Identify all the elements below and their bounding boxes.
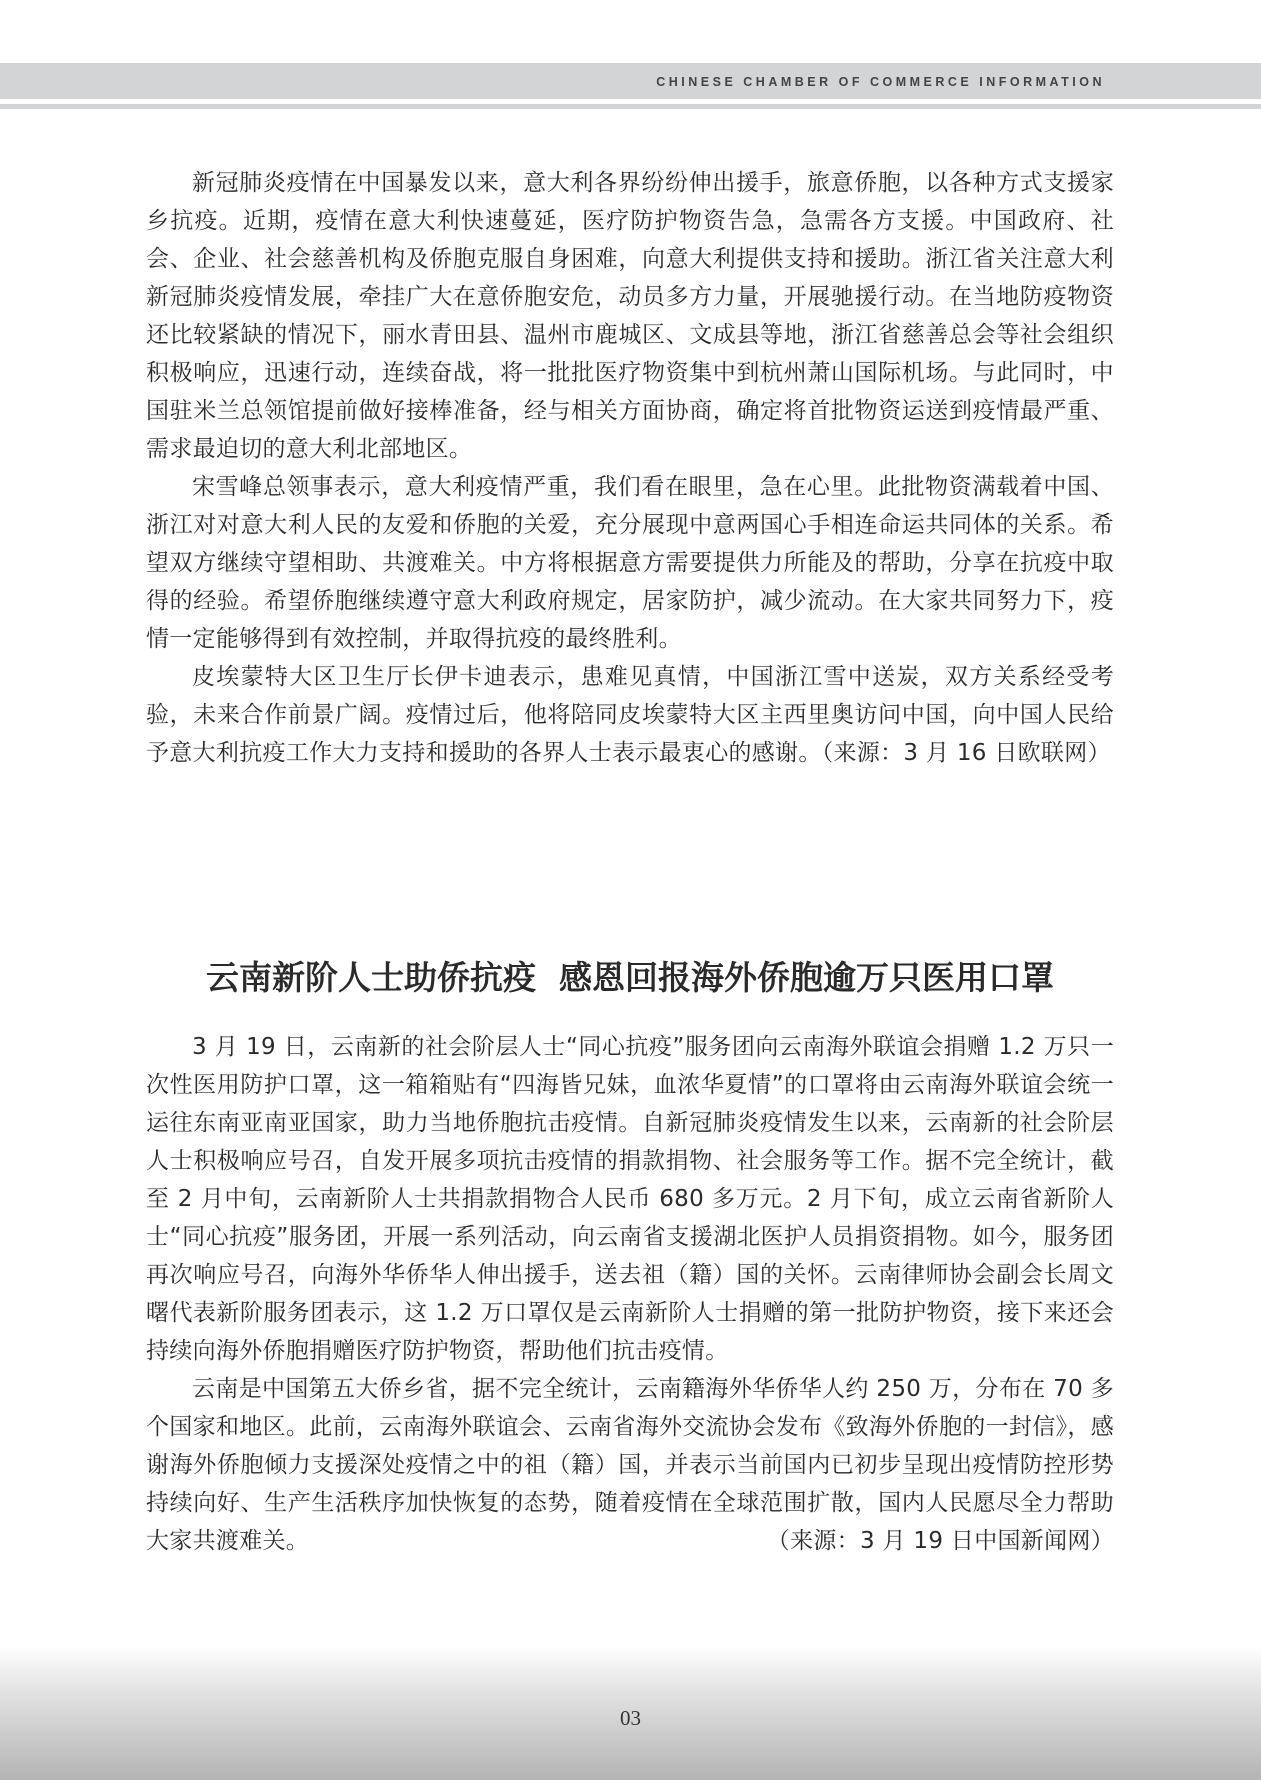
article-1-body — [146, 164, 1114, 772]
article-2-body — [146, 1028, 1114, 1560]
article-1-paragraph-3-text: 皮埃蒙特大区卫生厅长伊卡迪表示，患难见真情，中国浙江雪中送炭，双方关系经受考验，未来合作前景广阔。疫情过后，他将陪同皮埃蒙特大区主西里奥访问中国，向中国人民给予意大利抗疫工作大力支持和援助的各界人士表示最衷心的感谢。 — [146, 664, 1114, 766]
article-2-paragraph-2 — [146, 1370, 1114, 1560]
article-1-paragraph-2: 宋雪峰总领事表示，意大利疫情严重，我们看在眼里，急在心里。此批物资满载着中国、浙江对对意大利人民的友爱和侨胞的关爱，充分展现中意两国心手相连命运共同体的关系。希望双方继续守望相助、共渡难关。中方将根据意方需要提供力所能及的帮助，分享在抗疫中取得的经验。希望侨胞继续遵守意大利政府规定，居家防护，减少流动。在大家共同努力下，疫情一定能够得到有效控制，并取得抗疫的最终胜利。 — [146, 474, 1114, 652]
article-2-paragraph-1: 3 月 19 日，云南新的社会阶层人士“同心抗疫”服务团向云南海外联谊会捐赠 1.2 万只一次性医用防护口罩，这一箱箱贴有“四海皆兄妹，血浓华夏情”的口罩将由云南海外联谊会统一运往东南亚南亚国家，助力当地侨胞抗击疫情。自新冠肺炎疫情发生以来，云南新的社会阶层人士积极响应号召，自发开展多项抗击疫情的捐款捐物、社会服务等工作。据不完全统计，截至 2 月中旬，云南新阶人士共捐款捐物合人民币 680 多万元。2 月下旬，成立云南省新阶人士“同心抗疫”服务团，开展一系列活动，向云南省支援湖北医护人员捐资捐物。如今，服务团再次响应号召，向海外华侨华人伸出援手，送去祖（籍）国的关怀。云南律师协会副会长周文曙代表新阶服务团表示，这 1.2 万口罩仅是云南新阶人士捐赠的第一批防护物资，接下来还会持续向海外侨胞捐赠医疗防护物资，帮助他们抗击疫情。 — [146, 1034, 1114, 1364]
page-number: 03 — [620, 1706, 641, 1730]
header-divider — [0, 104, 1261, 109]
article-1-paragraph-1: 新冠肺炎疫情在中国暴发以来，意大利各界纷纷伸出援手，旅意侨胞，以各种方式支援家乡抗疫。近期，疫情在意大利快速蔓延，医疗防护物资告急，急需各方支援。中国政府、社会、企业、社会慈善机构及侨胞克服自身困难，向意大利提供支持和援助。浙江省关注意大利新冠肺炎疫情发展，牵挂广大在意侨胞安危，动员多方力量，开展驰援行动。在当地防疫物资还比较紧缺的情况下，丽水青田县、温州市鹿城区、文成县等地，浙江省慈善总会等社会组织积极响应，迅速行动，连续奋战，将一批批医疗物资集中到杭州萧山国际机场。与此同时，中国驻米兰总领馆提前做好接棒准备，经与相关方面协商，确定将首批物资运送到疫情最严重、需求最迫切的意大利北部地区。 — [146, 170, 1114, 462]
article-1-paragraph-3 — [146, 658, 1114, 772]
article-2-paragraph-2-text: 云南是中国第五大侨乡省，据不完全统计，云南籍海外华侨华人约 250 万，分布在 70 多个国家和地区。此前，云南海外联谊会、云南省海外交流协会发布《致海外侨胞的一封信》，感谢海外侨胞倾力支援深处疫情之中的祖（籍）国，并表示当前国内已初步呈现出疫情防控形势持续向好、生产生活秩序加快恢复的态势，随着疫情在全球范围扩散，国内人民愿尽全力帮助大家共渡难关。 — [146, 1376, 1114, 1554]
publication-header: CHINESE CHAMBER OF COMMERCE INFORMATION — [656, 75, 1105, 89]
article-1-source: （来源：3 月 16 日欧联网） — [821, 740, 1111, 766]
article-2-title: 云南新阶人士助侨抗疫 感恩回报海外侨胞逾万只医用口罩 — [206, 958, 1054, 997]
article-2-source: （来源：3 月 19 日中国新闻网） — [766, 1528, 1114, 1554]
